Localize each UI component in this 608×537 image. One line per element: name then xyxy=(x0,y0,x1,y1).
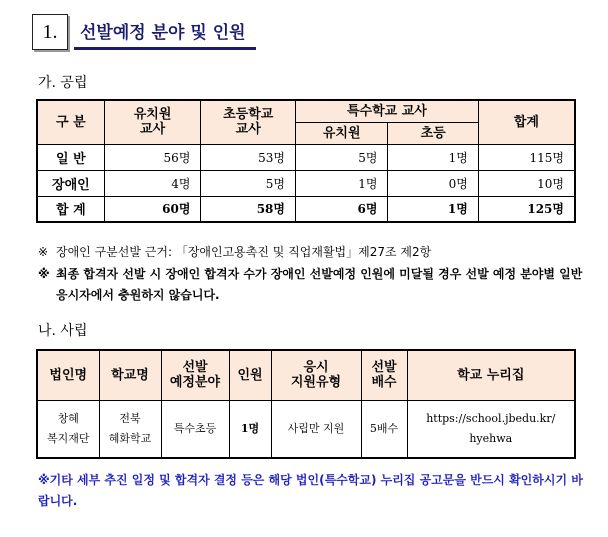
school-homepage-link[interactable]: https://school.jbedu.kr/ hyehwa xyxy=(407,400,575,458)
cell-apply-type: 사립만 지원 xyxy=(271,400,361,458)
cell: 6명 xyxy=(295,196,387,222)
cell: 0명 xyxy=(388,170,478,196)
public-table xyxy=(36,99,576,223)
cell: 1명 xyxy=(388,196,478,222)
cell: 10명 xyxy=(478,170,575,196)
row-label: 장애인 xyxy=(37,170,104,196)
cell: 125명 xyxy=(478,196,575,222)
table-row xyxy=(37,400,575,458)
row-label: 합 계 xyxy=(37,196,104,222)
cell-school: 전북 혜화학교 xyxy=(99,400,161,458)
cell-ratio: 5배수 xyxy=(361,400,407,458)
note-mark: ※ xyxy=(38,245,49,259)
note-text: 최종 합격자 선발 시 장애인 합격자 수가 장애인 선발예정 인원에 미달될 경우 선발 예정 분야별 일반응시자에서 충원하지 않습니다. xyxy=(56,267,583,302)
header-homepage: 학교 누리집 xyxy=(407,350,575,400)
cell: 115명 xyxy=(478,144,575,170)
note-legal xyxy=(38,242,583,263)
cell: 5명 xyxy=(295,144,387,170)
private-table xyxy=(36,349,576,459)
row-label: 일 반 xyxy=(37,144,104,170)
header-corp: 법인명 xyxy=(37,350,99,400)
cell: 58명 xyxy=(201,196,296,222)
note-text: 장애인 구분선발 근거: 「장애인고용촉진 및 직업재활법」제27조 제2항 xyxy=(56,245,432,259)
section-title xyxy=(32,14,256,54)
header-elem: 초등학교 교사 xyxy=(201,100,296,144)
header-kinder: 유치원 교사 xyxy=(104,100,201,144)
final-note: ※기타 세부 추진 일정 및 합격자 결정 등은 해당 법인(특수학교) 누리집 공고문을 반드시 확인하시기 바랍니다. xyxy=(38,473,583,508)
cell-corp: 창혜 복지재단 xyxy=(37,400,99,458)
cell: 60명 xyxy=(104,196,201,222)
cell: 56명 xyxy=(104,144,201,170)
header-apply-type: 응시 지원유형 xyxy=(271,350,361,400)
public-heading: 가. 공립 xyxy=(38,75,88,91)
table-row xyxy=(37,196,575,222)
private-heading: 나. 사립 xyxy=(38,323,88,339)
note-mark: ※ xyxy=(38,267,50,281)
header-ratio: 선발 배수 xyxy=(361,350,407,400)
header-category: 구 분 xyxy=(37,100,104,144)
table-row xyxy=(37,144,575,170)
header-special: 특수학교 교사 xyxy=(295,100,478,122)
header-school: 학교명 xyxy=(99,350,161,400)
header-count: 인원 xyxy=(229,350,271,400)
cell: 1명 xyxy=(388,144,478,170)
section-number: 1. xyxy=(32,14,68,50)
cell-field: 특수초등 xyxy=(161,400,229,458)
note-quota xyxy=(38,264,583,306)
cell-count: 1명 xyxy=(229,400,271,458)
table-row xyxy=(37,170,575,196)
header-field: 선발 예정분야 xyxy=(161,350,229,400)
cell: 5명 xyxy=(201,170,296,196)
header-total: 합계 xyxy=(478,100,575,144)
cell: 1명 xyxy=(295,170,387,196)
cell: 4명 xyxy=(104,170,201,196)
cell: 53명 xyxy=(201,144,296,170)
header-special-elem: 초등 xyxy=(388,122,478,144)
header-special-kinder: 유치원 xyxy=(295,122,387,144)
section-heading: 선발예정 분야 및 인원 xyxy=(74,14,256,50)
